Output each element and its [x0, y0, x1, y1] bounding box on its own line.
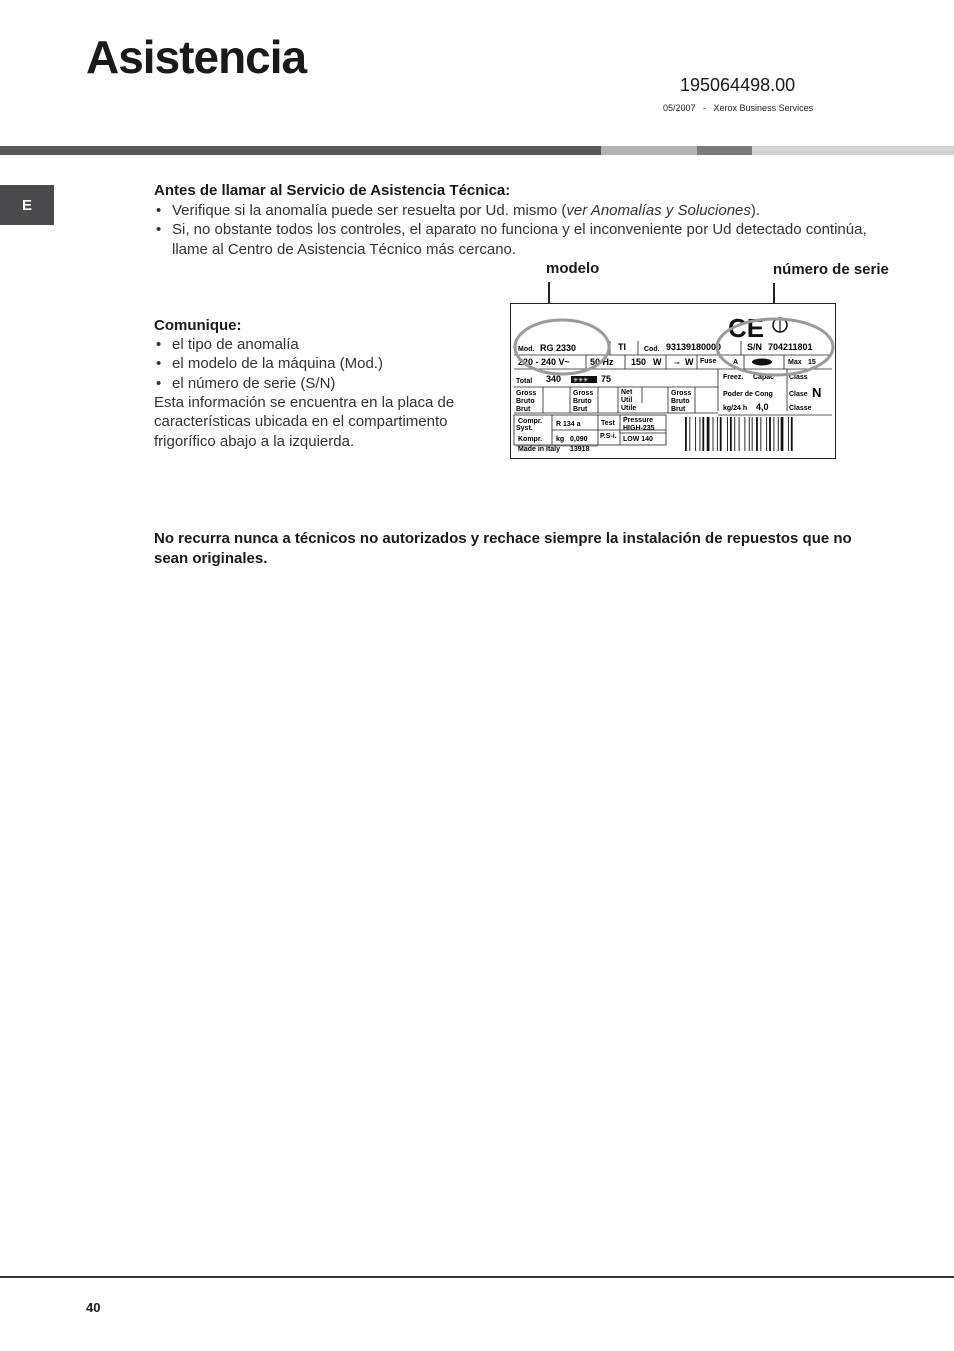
barcode-bar [773, 417, 774, 451]
model-callout-label: modelo [546, 260, 600, 277]
svg-text:kg/24 h: kg/24 h [723, 405, 748, 412]
svg-text:Clase: Clase [789, 391, 808, 398]
svg-text:Gross: Gross [573, 390, 594, 397]
barcode-bar [781, 417, 784, 451]
communicate-heading: Comunique: [154, 317, 242, 334]
barcode-bar [756, 417, 758, 451]
svg-text:0,090: 0,090 [570, 436, 588, 443]
svg-text:Utile: Utile [621, 405, 637, 412]
barcode-bar [730, 417, 732, 451]
svg-text:50 Hz: 50 Hz [590, 357, 614, 367]
svg-text:Mod.: Mod. [518, 346, 535, 353]
warning-text: No recurra nunca a técnicos no autorizados y rechace siempre la instalación de repuestos que no sean originales. [154, 530, 852, 567]
svg-text:LOW 140: LOW 140 [623, 436, 653, 443]
barcode-bar [752, 417, 753, 451]
ce-mark: CE [728, 313, 765, 343]
svg-text:✳✳✳: ✳✳✳ [573, 378, 589, 384]
communicate-info: Esta información se encuentra en la placa de características ubicada en el compartimento frigorífico abajo a la izquierda. [154, 394, 455, 450]
svg-text:Brut: Brut [516, 406, 531, 413]
serial-callout-label: número de serie [773, 261, 889, 278]
svg-text:15: 15 [808, 359, 816, 366]
barcode-bar [739, 417, 740, 451]
barcode-bar [689, 417, 690, 451]
svg-text:4,0: 4,0 [756, 402, 769, 412]
barcode-bar [788, 417, 789, 451]
barcode-bar [727, 417, 728, 451]
barcode-bar [791, 417, 793, 451]
svg-text:Poder de Cong: Poder de Cong [723, 391, 773, 398]
header-rule-pale [752, 146, 954, 155]
document-meta: 05/2007 - Xerox Business Services [663, 103, 814, 113]
svg-text:13918: 13918 [570, 446, 590, 453]
svg-text:Bruto: Bruto [573, 398, 592, 405]
svg-text:TI: TI [618, 342, 626, 352]
barcode-bar [695, 417, 696, 451]
barcode-bar [760, 417, 761, 451]
language-tab: E [0, 185, 54, 225]
list-item: • Verifique si la anomalía puede ser resuelta por Ud. mismo (ver Anomalías y Soluciones). [154, 201, 884, 220]
svg-text:W: W [685, 357, 694, 367]
svg-text:Brut: Brut [671, 406, 686, 413]
svg-text:Gross: Gross [671, 390, 692, 397]
svg-text:N: N [812, 385, 822, 400]
page-number: 40 [86, 1300, 101, 1315]
svg-text:Brut: Brut [573, 406, 588, 413]
barcode-bar [766, 417, 767, 451]
footer-rule [0, 1276, 954, 1278]
svg-text:Gross: Gross [516, 390, 537, 397]
svg-text:Capac: Capac [753, 374, 775, 381]
header-rule-dark [0, 146, 601, 155]
svg-text:W: W [653, 357, 662, 367]
header-rule-mid [697, 146, 752, 155]
svg-text:Total: Total [516, 378, 533, 385]
faucet-icon [752, 359, 772, 366]
list-item: • Si, no obstante todos los controles, el aparato no funciona y el inconveniente por Ud detectado continúa, llame al Centro de Asistencia Técnico más cercano. [154, 220, 884, 259]
svg-text:340: 340 [546, 374, 562, 384]
barcode-bar [700, 417, 701, 451]
svg-text:220 - 240 V~: 220 - 240 V~ [518, 357, 570, 367]
barcode-bar [749, 417, 750, 451]
svg-text:Classe: Classe [789, 405, 812, 412]
svg-text:Bruto: Bruto [671, 398, 690, 405]
svg-text:Util: Util [621, 397, 633, 404]
page-title: Asistencia [86, 31, 307, 83]
svg-text:150: 150 [631, 357, 647, 367]
svg-text:R 134 a: R 134 a [556, 421, 581, 428]
before-calling-heading: Antes de llamar al Servicio de Asistencia Técnica: [154, 182, 511, 199]
before-calling-list [154, 201, 884, 259]
list-item: • el modelo de la máquina (Mod.) [154, 354, 474, 373]
svg-text:A: A [733, 359, 739, 366]
svg-text:Kompr.: Kompr. [518, 436, 543, 443]
barcode-bar [734, 417, 735, 451]
svg-text:Freez.: Freez. [723, 374, 744, 381]
barcode-bar [744, 417, 745, 451]
plate-serial: 704211801 [768, 342, 813, 352]
barcode-bar [702, 417, 704, 451]
svg-text:75: 75 [601, 374, 612, 384]
svg-text:Fuse: Fuse [700, 358, 717, 365]
lamp-icon: ⊸ [674, 360, 680, 367]
svg-text:S/N: S/N [747, 342, 763, 352]
barcode-bar [707, 417, 710, 451]
rating-plate [510, 303, 836, 459]
svg-text:Compr.: Compr. [518, 418, 543, 425]
svg-text:Net: Net [621, 389, 633, 396]
svg-text:Class: Class [789, 374, 808, 381]
barcode-bar [720, 417, 722, 451]
barcode-bar [717, 417, 718, 451]
plate-model: RG 2330 [540, 343, 577, 353]
list-item: • el tipo de anomalía [154, 335, 474, 354]
svg-text:kg: kg [556, 436, 565, 443]
svg-text:Test: Test [601, 420, 615, 427]
document-code: 195064498.00 [680, 75, 796, 95]
barcode-bar [769, 417, 771, 451]
svg-text:Syst.: Syst. [516, 425, 533, 432]
header-rule-light [601, 146, 697, 155]
barcode-bar [685, 417, 687, 451]
svg-text:P.S-i.: P.S-i. [600, 433, 617, 440]
svg-text:Cod.: Cod. [644, 346, 660, 353]
svg-text:Made in Italy: Made in Italy [518, 446, 561, 453]
svg-text:HIGH-235: HIGH-235 [623, 425, 655, 432]
barcode-bar [713, 417, 714, 451]
svg-text:Pressure: Pressure [623, 417, 653, 424]
barcode-bar [778, 417, 779, 451]
svg-text:Bruto: Bruto [516, 398, 535, 405]
list-item: • el número de serie (S/N) [154, 374, 474, 393]
svg-text:Max: Max [788, 359, 802, 366]
svg-text:93139180000: 93139180000 [666, 342, 722, 352]
communicate-list [154, 335, 474, 393]
